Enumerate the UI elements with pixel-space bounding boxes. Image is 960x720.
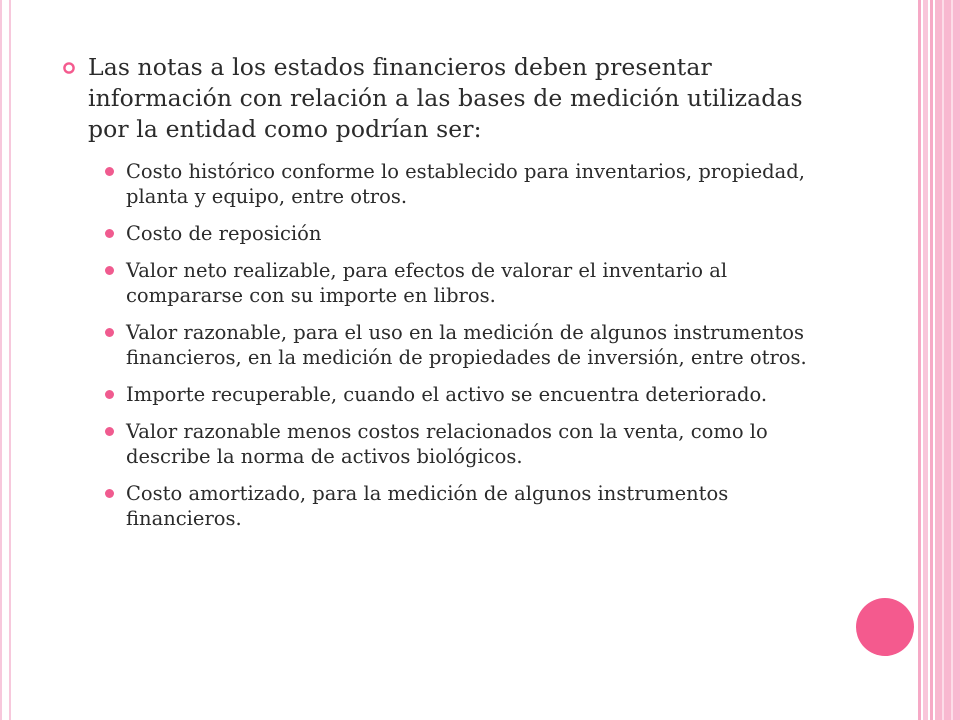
list-item: [104, 481, 850, 531]
list-item: [104, 221, 850, 246]
pink-dot-bullet-icon: [105, 427, 114, 436]
main-bullet-text: Las notas a los estados financieros deben presentar información con relación a las bases de medición utilizadas por la entidad como podrían ser:: [88, 53, 803, 143]
pink-dot-bullet-icon: [105, 266, 114, 275]
pink-ring-bullet-icon: [62, 61, 76, 75]
list-item: [104, 382, 850, 407]
pink-dot-bullet-icon: [105, 229, 114, 238]
list-item: [104, 258, 850, 308]
left-decorative-stripe: [0, 0, 2, 720]
pink-dot-bullet-icon: [105, 390, 114, 399]
pink-dot-bullet-icon: [105, 489, 114, 498]
right-stripe-2: [923, 0, 928, 720]
list-item: [104, 419, 850, 469]
right-stripe-6: [951, 0, 953, 720]
decorative-circle-icon: [856, 598, 914, 656]
list-item-text: Valor neto realizable, para efectos de valorar el inventario al compararse con su importe en libros.: [126, 259, 728, 307]
list-item-text: Valor razonable menos costos relacionados con la venta, como lo describe la norma de activos biológicos.: [126, 420, 768, 468]
list-item-text: Importe recuperable, cuando el activo se encuentra deteriorado.: [126, 383, 768, 406]
sub-bullet-list: [60, 159, 850, 531]
list-item-text: Costo de reposición: [126, 222, 322, 245]
right-stripe-3: [930, 0, 933, 720]
right-stripe-5: [942, 0, 944, 720]
list-item: [104, 159, 850, 209]
pink-dot-bullet-icon: [105, 328, 114, 337]
list-item-text: Valor razonable, para el uso en la medición de algunos instrumentos financieros, en la medición de propiedades de inversión, entre otros.: [126, 321, 807, 369]
right-stripe-4: [935, 0, 960, 720]
left-decorative-stripe-inner: [9, 0, 11, 720]
right-stripe-1: [918, 0, 921, 720]
list-item: [104, 320, 850, 370]
main-bullet-point: [60, 52, 850, 145]
pink-dot-bullet-icon: [105, 167, 114, 176]
list-item-text: Costo amortizado, para la medición de algunos instrumentos financieros.: [126, 482, 729, 530]
list-item-text: Costo histórico conforme lo establecido para inventarios, propiedad, planta y equipo, entre otros.: [126, 160, 805, 208]
slide-content: [60, 52, 850, 543]
